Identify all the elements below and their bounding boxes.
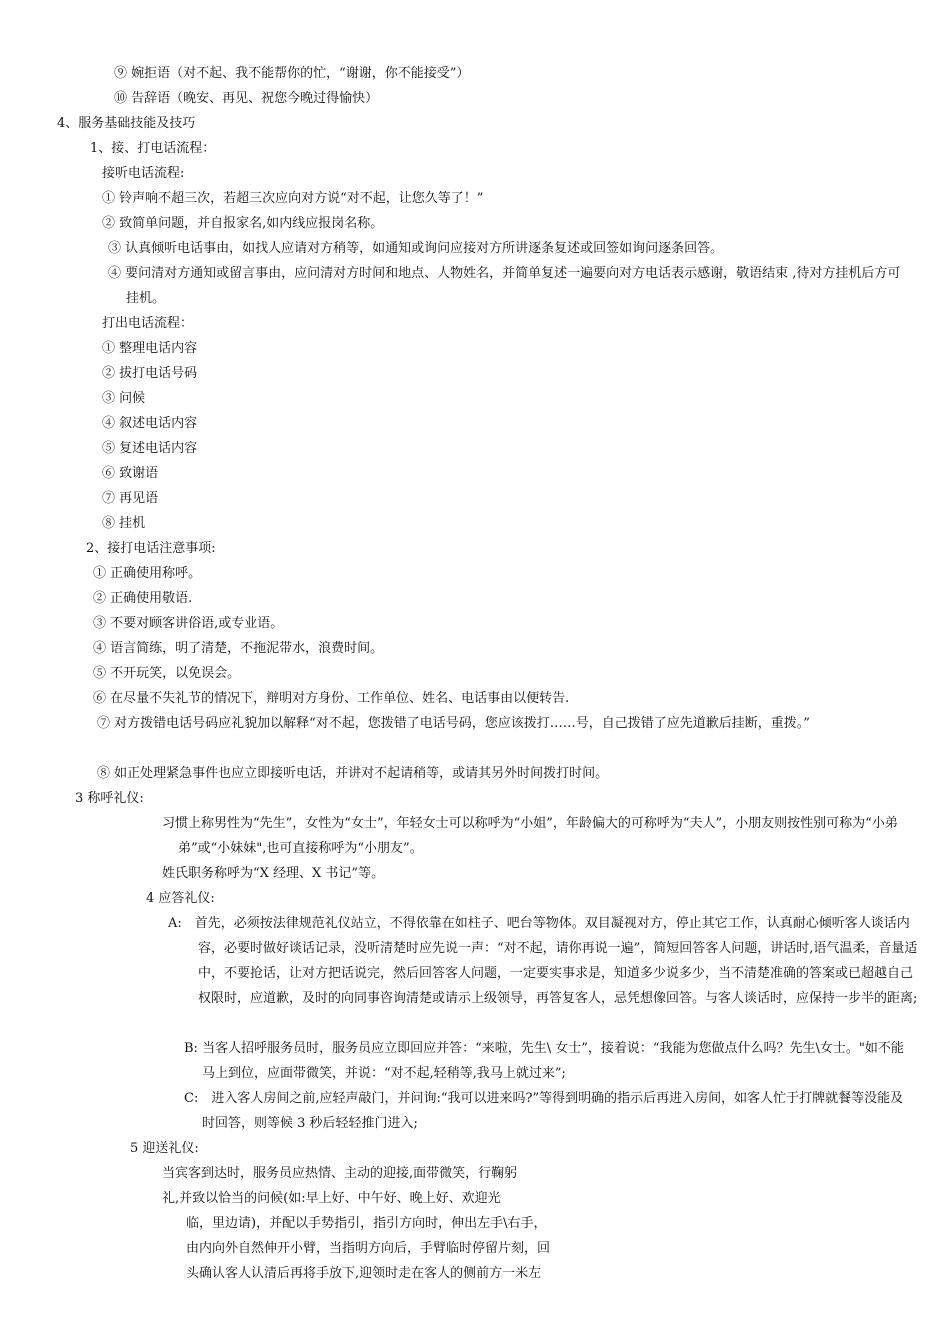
note-item: ⑤ 不开玩笑，以免误会。: [93, 666, 241, 681]
call-step: ⑤ 复述电话内容: [102, 441, 198, 456]
call-step: ④ 叙述电话内容: [102, 416, 198, 431]
call-step: ③ 问候: [102, 391, 146, 406]
paragraph-line: 礼,并致以恰当的问候(如:早上好、中午好、晚上好、欢迎光: [162, 1191, 501, 1206]
call-step: ② 拔打电话号码: [102, 366, 198, 381]
paragraph: 姓氏职务称呼为“X 经理、X 书记”等。: [162, 866, 385, 881]
note-item: ① 正确使用称呼。: [93, 566, 202, 581]
section-heading: 3 称呼礼仪:: [75, 791, 144, 806]
paragraph-line: 临，里边请)，并配以手势指引，指引方向时，伸出左手\右手，: [186, 1216, 547, 1231]
note-item: ⑦ 对方拨错电话号码应礼貌加以解释“对不起，您拨错了电话号码，您应该拨打……号，自己拨错了应先道歉后挂断，重拨。”: [97, 716, 810, 731]
refuse-phrase-item: ⑨ 婉拒语（对不起、我不能帮你的忙，“谢谢，你不能接受”）: [114, 66, 470, 81]
call-step: ① 整理电话内容: [102, 341, 198, 356]
call-step: ⑧ 挂机: [102, 516, 146, 531]
paragraph: A: 首先，必须按法律规范礼仪站立，不得依靠在如柱子、吧台等物体。双目凝视对方，停止其它工作，认真耐心倾听客人谈话内容，必要时做好谈话记录，没听清楚时应先说一声：“对不起，请你再说一遍”，简短回答客人问题，讲话时,语气温柔，音量适中，不要抢话，让对方把话说完，然后回答客人问题，一定要实事求是，知道多少说多少，当不清楚准确的答案或已超越自己权限时，应道歉，及时的向同事咨询清楚或请示上级领导，再答复客人，忌凭想像回答。与客人谈话时，应保持一步半的距离;: [168, 916, 918, 1006]
answer-step: ④ 要问清对方通知或留言事由，应问清对方时间和地点、人物姓名，并简单复述一遍要向对方电话表示感谢，敬语结束 ,待对方挂机后方可挂机。: [108, 266, 901, 306]
farewell-phrase-item: ⑩ 告辞语（晚安、再见、祝您今晚过得愉快）: [114, 91, 379, 106]
answer-step: ② 致简单问题，并自报家名,如内线应报岗名称。: [102, 216, 384, 231]
paragraph-line: 头确认客人认清后再将手放下,迎领时走在客人的侧前方一米左: [186, 1266, 542, 1281]
call-step: ⑦ 再见语: [102, 491, 159, 506]
call-step: ⑥ 致谢语: [102, 466, 159, 481]
section-heading: 4、服务基础技能及技巧: [57, 116, 196, 131]
paragraph: B: 当客人招呼服务员时，服务员应立即回应并答：“来啦，先生\ 女士”，接着说：“我能为您做点什么吗？先生\女士。"如不能马上到位，应面带微笑，并说：“对不起,轻稍等,我马上就过来”;: [184, 1041, 904, 1081]
answer-step: ③ 认真倾听电话事由，如找人应请对方稍等，如通知或询问应接对方所讲逐条复述或回签如询问逐条回答。: [108, 241, 724, 256]
subsection-heading: 2、接打电话注意事项:: [86, 541, 216, 556]
paragraph: 习惯上称男性为“先生”，女性为“女士”，年轻女士可以称呼为“小姐”，年龄偏大的可称呼为“夫人”，小朋友则按性别可称为“小弟弟”或“小妹妹",也可直接称呼为“小朋友”。: [162, 816, 898, 856]
section-heading: 5 迎送礼仪:: [130, 1141, 199, 1156]
note-item: ② 正确使用敬语.: [93, 591, 193, 606]
section-heading: 4 应答礼仪:: [146, 891, 215, 906]
call-flow-title: 打出电话流程：: [102, 316, 194, 331]
answer-step: ① 铃声响不超三次，若超三次应向对方说“对不起，让您久等了！”: [102, 191, 484, 206]
note-item: ⑧ 如正处理紧急事件也应立即接听电话，并讲对不起请稍等，或请其另外时间拨打时间。: [97, 766, 609, 781]
paragraph: C: 进入客人房间之前,应轻声敲门，并问询:“我可以进来吗?”等得到明确的指示后再进入房间，如客人忙于打牌就餐等没能及时回答，则等候 3 秒后轻轻推门进入;: [184, 1091, 904, 1131]
subsection-heading: 1、接、打电话流程：: [90, 141, 216, 156]
paragraph-line: 由内向外自然伸开小臂，当指明方向后，手臂临时停留片刻，回: [186, 1241, 551, 1256]
note-item: ③ 不要对顾客讲俗语,或专业语。: [93, 616, 284, 631]
note-item: ④ 语言简练，明了清楚，不拖泥带水，浪费时间。: [93, 641, 384, 656]
note-item: ⑥ 在尽量不失礼节的情况下，辩明对方身份、工作单位、姓名、电话事由以便转告.: [93, 691, 570, 706]
answer-flow-title: 接听电话流程:: [102, 166, 185, 181]
paragraph-line: 当宾客到达时，服务员应热情、主动的迎接,面带微笑，行鞠躬: [162, 1166, 518, 1181]
